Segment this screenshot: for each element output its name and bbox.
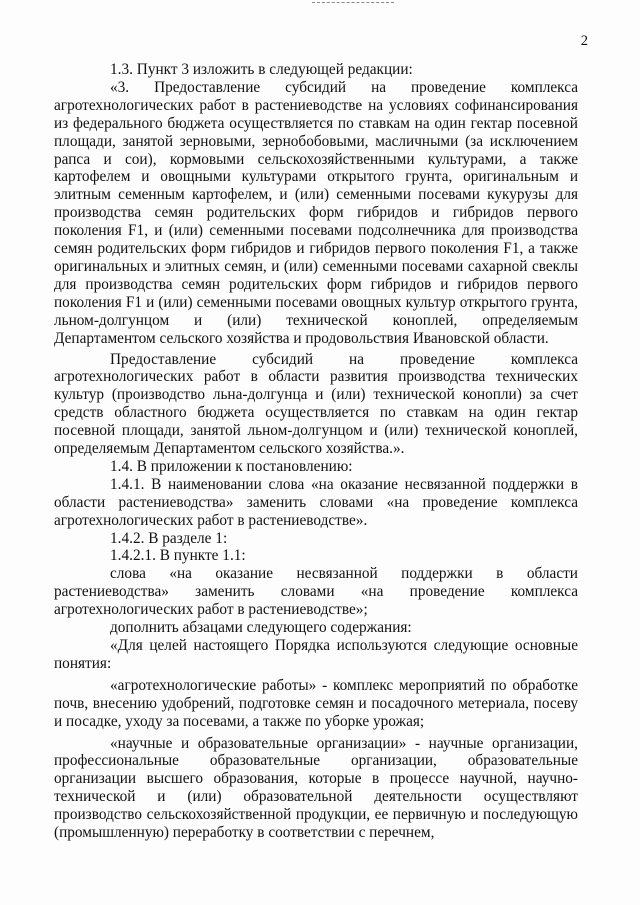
paragraph-definition-science-orgs: «научные и образовательные организации» - научные организации, профессиональные образовательные организации, образовательные организации высшего образования, которые в процессе научной, научно-технической и (или) образовательной деятельности осуществляют производство сельскохозяйственной продукции, ее первичную и последующую (промышленную) переработку в соответствии с перечнем, xyxy=(54,734,578,842)
top-divider xyxy=(312,2,394,3)
paragraph-definitions-intro: «Для целей настоящего Порядка используются следующие основные понятия: xyxy=(54,637,578,672)
paragraph-1-4-1: 1.4.1. В наименовании слова «на оказание несвязанной поддержки в области растениеводства» заменить словами «на проведение комплекса агротехнологических работ в растениеводстве». xyxy=(54,475,578,529)
paragraph-subsidies-technical-crops: Предоставление субсидий на проведение комплекса агротехнологических работ в области развития производства технических культур (производство льна-долгунца и (или) технической конопли) за счет средств областного бюджета осуществляется по ставкам на один гектар посевной площади, занятой льном-долгунцом и (или) технической коноплей, определяемым Департаментом сельского хозяйства.». xyxy=(54,350,578,458)
paragraph-add-clauses: дополнить абзацами следующего содержания: xyxy=(110,619,412,637)
document-body xyxy=(54,61,578,842)
paragraph-1-4-2: 1.4.2. В разделе 1: xyxy=(110,529,228,547)
paragraph-replace-words: слова «на оказание несвязанной поддержки в области растениеводства» заменить словами «на проведение комплекса агротехнологических работ в растениеводстве»; xyxy=(54,565,578,619)
page-number: 2 xyxy=(580,33,588,49)
paragraph-1-3: 1.3. Пункт 3 изложить в следующей редакции: xyxy=(110,61,413,78)
paragraph-1-4: 1.4. В приложении к постановлению: xyxy=(110,457,353,475)
paragraph-point-3: «3. Предоставление субсидий на проведение комплекса агротехнологических работ в растениеводстве на условиях софинансирования из федерального бюджета осуществляется по ставкам на один гектар посевной площади, занятой зерновыми, зернобобовыми, масличными (за исключением рапса и сои), кормовыми сельскохозяйственными культурами, а также картофелем и овощными культурами открытого грунта, оригинальным и элитным семенным картофелем, и (или) семенными посевами кукурузы для производства семян родительских форм гибридов и гибридов первого поколения F1, и (или) семенными посевами подсолнечника для производства семян родительских форм гибридов и гибридов первого поколения F1, а также оригинальных и элитных семян, и (или) семенными посевами сахарной свеклы для производства семян родительских форм гибридов и гибридов первого поколения F1 и (или) семенными посевами овощных культур открытого грунта, льном-долгунцом и (или) технической коноплей, определяемым Департаментом сельского хозяйства и продовольствия Ивановской области. xyxy=(54,78,578,347)
paragraph-definition-agrotech-works: «агротехнологические работы» - комплекс мероприятий по обработке почв, внесению удобрений, подготовке семян и посадочного метериала, посеву и посадке, уходу за посевами, а также по уборке урожая; xyxy=(54,676,578,730)
paragraph-1-4-2-1: 1.4.2.1. В пункте 1.1: xyxy=(110,547,246,565)
